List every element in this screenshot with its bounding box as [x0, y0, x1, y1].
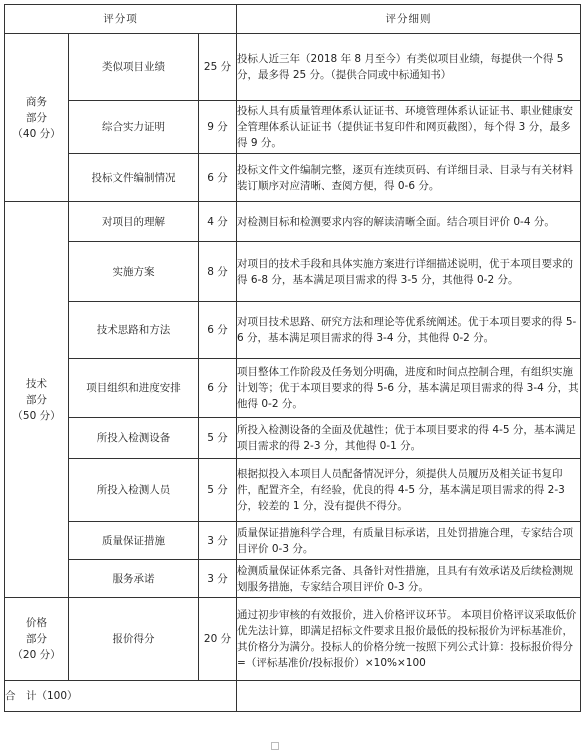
item-name: 项目组织和进度安排 — [69, 359, 199, 418]
item-detail: 对检测目标和检测要求内容的解读清晰全面。结合项目评价 0-4 分。 — [237, 202, 581, 242]
table-row — [5, 359, 581, 418]
item-points: 3 分 — [199, 522, 237, 560]
item-detail: 对项目的技术手段和具体实施方案进行详细描述说明，优于本项目要求的得 6-8 分，基本满足项目需求的得 3-5 分，其他得 0-2 分。 — [237, 242, 581, 302]
item-name: 所投入检测设备 — [69, 418, 199, 459]
item-detail: 检测质量保证体系完备、具备针对性措施，且具有有效承诺及后续检测规划服务措施，专家结合项目评价 0-3 分。 — [237, 560, 581, 598]
item-detail: 投标人近三年（2018 年 8 月至今）有类似项目业绩，每提供一个得 5 分，最多得 25 分。（提供合同或中标通知书） — [237, 34, 581, 101]
item-points: 6 分 — [199, 302, 237, 359]
item-detail: 质量保证措施科学合理，有质量目标承诺，且处罚措施合理，专家结合项目评价 0-3 分。 — [237, 522, 581, 560]
header-scoring-item: 评分项 — [5, 5, 237, 34]
scoring-table — [4, 4, 581, 712]
item-points: 9 分 — [199, 101, 237, 154]
item-points: 5 分 — [199, 459, 237, 522]
item-name: 质量保证措施 — [69, 522, 199, 560]
page-resize-marker — [271, 742, 279, 750]
table-row — [5, 459, 581, 522]
item-name: 综合实力证明 — [69, 101, 199, 154]
item-detail: 投标人具有质量管理体系认证证书、环境管理体系认证证书、职业健康安全管理体系认证证书（提供证书复印件和网页截图），每个得 3 分，最多得 9 分。 — [237, 101, 581, 154]
item-name: 实施方案 — [69, 242, 199, 302]
total-row — [5, 681, 581, 712]
item-name: 对项目的理解 — [69, 202, 199, 242]
item-name: 所投入检测人员 — [69, 459, 199, 522]
item-points: 6 分 — [199, 154, 237, 202]
item-name: 技术思路和方法 — [69, 302, 199, 359]
item-points: 4 分 — [199, 202, 237, 242]
item-detail: 项目整体工作阶段及任务划分明确，进度和时间点控制合理，有组织实施计划等；优于本项目要求的得 5-6 分，基本满足项目需求的得 3-4 分，其他得 0-2 分。 — [237, 359, 581, 418]
item-name: 类似项目业绩 — [69, 34, 199, 101]
category-technical: 技术 部分 （50 分） — [5, 202, 69, 598]
header-scoring-detail: 评分细则 — [237, 5, 581, 34]
table-row — [5, 34, 581, 101]
table-row — [5, 302, 581, 359]
item-points: 8 分 — [199, 242, 237, 302]
table-row — [5, 560, 581, 598]
total-empty-cell — [237, 681, 581, 712]
table-row — [5, 154, 581, 202]
category-business: 商务 部分 （40 分） — [5, 34, 69, 202]
table-row — [5, 598, 581, 681]
item-points: 20 分 — [199, 598, 237, 681]
item-name: 投标文件编制情况 — [69, 154, 199, 202]
item-detail: 所投入检测设备的全面及优越性；优于本项目要求的得 4-5 分，基本满足项目需求的得 2-3 分，其他得 0-1 分。 — [237, 418, 581, 459]
item-detail: 投标文件文件编制完整，逐页有连续页码、有详细目录、目录与有关材料装订顺序对应清晰、查阅方便，得 0-6 分。 — [237, 154, 581, 202]
item-name: 报价得分 — [69, 598, 199, 681]
item-points: 5 分 — [199, 418, 237, 459]
table-row — [5, 101, 581, 154]
item-detail: 通过初步审核的有效报价，进入价格评议环节。 本项目价格评议采取低价优先法计算，即满足招标文件要求且报价最低的投标报价为评标基准价，其价格分为满分。投标人的价格分统一按照下列公式计算：投标报价得分 =（评标基准价/投标报价）×10%×100 — [237, 598, 581, 681]
table-row — [5, 522, 581, 560]
item-detail: 对项目技术思路、研究方法和理论等优系统阐述。优于本项目要求的得 5-6 分，基本满足项目需求的得 3-4 分，其他得 0-2 分。 — [237, 302, 581, 359]
table-header-row — [5, 5, 581, 34]
table-row — [5, 418, 581, 459]
item-detail: 根据拟投入本项目人员配备情况评分，须提供人员履历及相关证书复印件，配置齐全，有经验，优良的得 4-5 分，基本满足项目需求的得 2-3 分，较差的 1 分，没有提供不得分。 — [237, 459, 581, 522]
item-points: 6 分 — [199, 359, 237, 418]
total-label: 合 计（100） — [5, 681, 237, 712]
item-name: 服务承诺 — [69, 560, 199, 598]
table-row — [5, 202, 581, 242]
item-points: 3 分 — [199, 560, 237, 598]
item-points: 25 分 — [199, 34, 237, 101]
table-row — [5, 242, 581, 302]
category-price: 价格 部分 （20 分） — [5, 598, 69, 681]
